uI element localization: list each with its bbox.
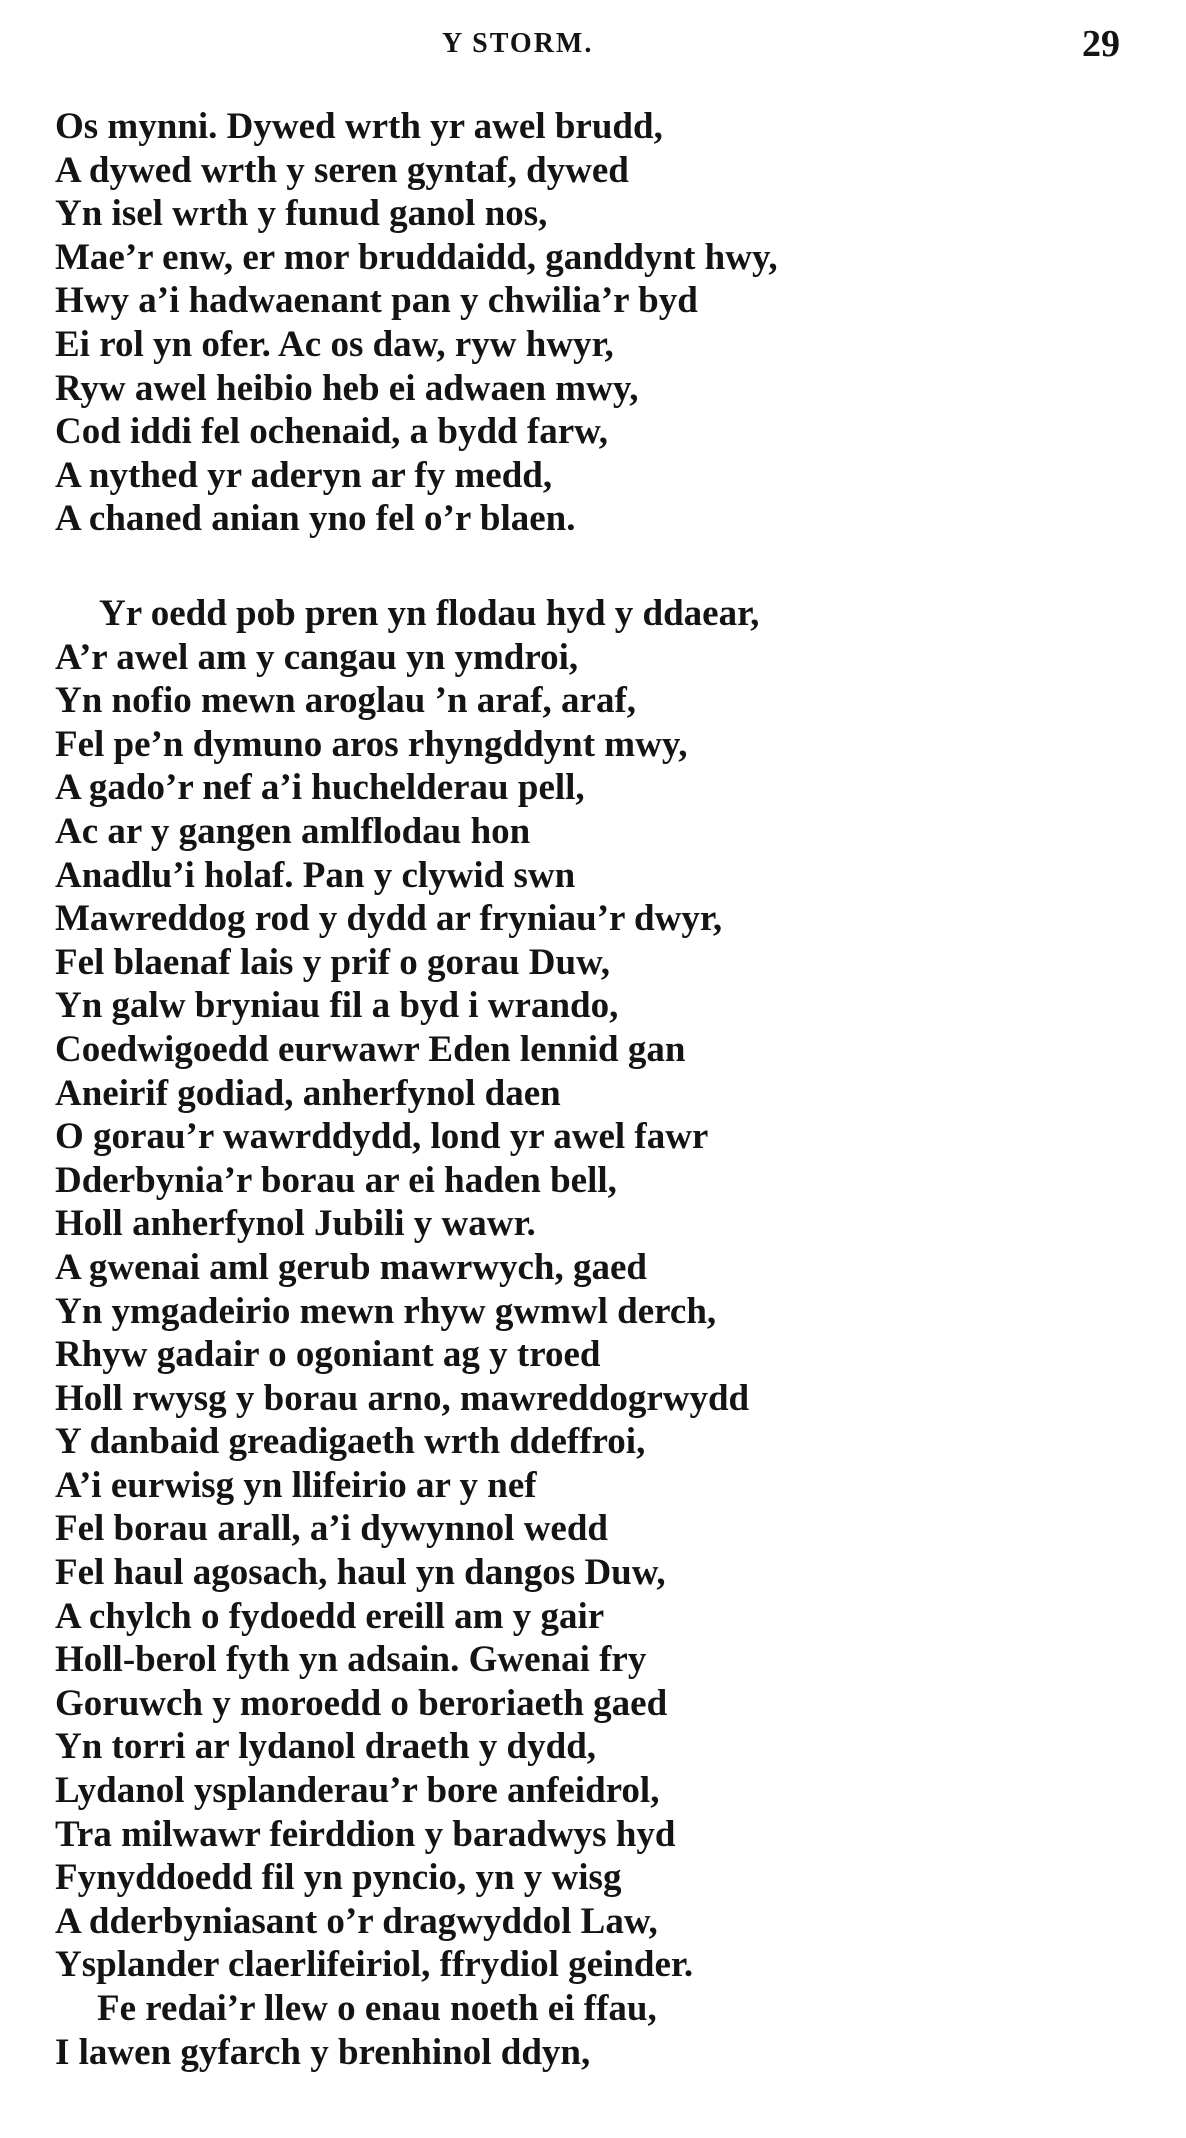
verse-line: Tra milwawr feirddion y baradwys hyd <box>55 1813 676 1855</box>
verse-line: Fel pe’n dymuno aros rhyngddynt mwy, <box>55 723 688 765</box>
verse-line: Os mynni. Dywed wrth yr awel brudd, <box>55 106 663 147</box>
verse-line: Fel blaenaf lais y prif o gorau Duw, <box>55 941 611 983</box>
verse-line: Aneirif godiad, anherfynol daen <box>55 1072 561 1114</box>
verse-line: Yn ymgadeirio mewn rhyw gwmwl derch, <box>55 1290 717 1332</box>
verse-line: Lydanol ysplanderau’r bore anfeidrol, <box>55 1770 660 1812</box>
verse-line: O gorau’r wawrddydd, lond yr awel fawr <box>55 1116 709 1158</box>
verse-line: Holl-berol fyth yn adsain. Gwenai fry <box>55 1639 647 1681</box>
verse-line: A dderbyniasant o’r dragwyddol Law, <box>55 1900 658 1942</box>
verse-line: Holl anherfynol Jubili y wawr. <box>55 1203 536 1245</box>
verse-line: A chaned anian yno fel o’r blaen. <box>55 498 576 540</box>
verse-line: A chylch o fydoedd ereill am y gair <box>55 1595 605 1637</box>
verse-line: A gwenai aml gerub mawrwych, gaed <box>55 1246 647 1288</box>
verse-line: Dderbynia’r borau ar ei haden bell, <box>55 1159 617 1201</box>
verse-line: Ac ar y gangen amlflodau hon <box>55 810 531 852</box>
verse-line: Goruwch y moroedd o beroriaeth gaed <box>55 1682 668 1724</box>
stanza-2 <box>55 592 759 2074</box>
verse-line: A’i eurwisg yn llifeirio ar y nef <box>55 1464 537 1506</box>
verse-line: Coedwigoedd eurwawr Eden lennid gan <box>55 1028 686 1070</box>
verse-line: Anadlu’i holaf. Pan y clywid swn <box>55 854 576 896</box>
verse-line: A nythed yr aderyn ar fy medd, <box>55 454 553 496</box>
page-number: 29 <box>1082 23 1120 65</box>
verse-line: Hwy a’i hadwaenant pan y chwilia’r byd <box>55 280 698 322</box>
verse-line: Y danbaid greadigaeth wrth ddeffroi, <box>55 1421 646 1463</box>
verse-line: Mawreddog rod y dydd ar fryniau’r dwyr, <box>55 898 723 940</box>
verse-line: I lawen gyfarch y brenhinol ddyn, <box>55 2031 591 2073</box>
verse-line: Mae’r enw, er mor bruddaidd, ganddynt hwy, <box>55 236 778 278</box>
verse-line: Yn isel wrth y funud ganol nos, <box>55 193 548 235</box>
stanza-1 <box>55 105 778 541</box>
verse-line: Fel haul agosach, haul yn dangos Duw, <box>55 1552 666 1594</box>
verse-line: Fynyddoedd fil yn pyncio, yn y wisg <box>55 1857 622 1899</box>
verse-line: Fe redai’r llew o enau noeth ei ffau, <box>97 1988 657 2029</box>
running-head <box>0 23 1186 68</box>
verse-line: A’r awel am y cangau yn ymdroi, <box>55 636 579 678</box>
verse-line: Yn torri ar lydanol draeth y dydd, <box>55 1726 597 1768</box>
verse-line: Ysplander claerlifeiriol, ffrydiol geinder. <box>55 1944 694 1986</box>
verse-line: Cod iddi fel ochenaid, a bydd farw, <box>55 411 609 453</box>
verse-line: Yn galw bryniau fil a byd i wrando, <box>55 985 619 1027</box>
verse-line: Fel borau arall, a’i dywynnol wedd <box>55 1508 608 1550</box>
verse-line: Rhyw gadair o ogoniant ag y troed <box>55 1334 601 1376</box>
verse-line: Ryw awel heibio heb ei adwaen mwy, <box>55 367 639 409</box>
verse-line: Holl rwysg y borau arno, mawreddogrwydd <box>55 1377 750 1419</box>
verse-line: A dywed wrth y seren gyntaf, dywed <box>55 149 629 191</box>
running-title: Y STORM. <box>442 28 594 59</box>
verse-line: A gado’r nef a’i huchelderau pell, <box>55 767 585 809</box>
verse-line: Yr oedd pob pren yn flodau hyd y ddaear, <box>99 593 760 634</box>
verse-line: Yn nofio mewn aroglau ’n araf, araf, <box>55 680 637 722</box>
verse-line: Ei rol yn ofer. Ac os daw, ryw hwyr, <box>55 323 614 365</box>
